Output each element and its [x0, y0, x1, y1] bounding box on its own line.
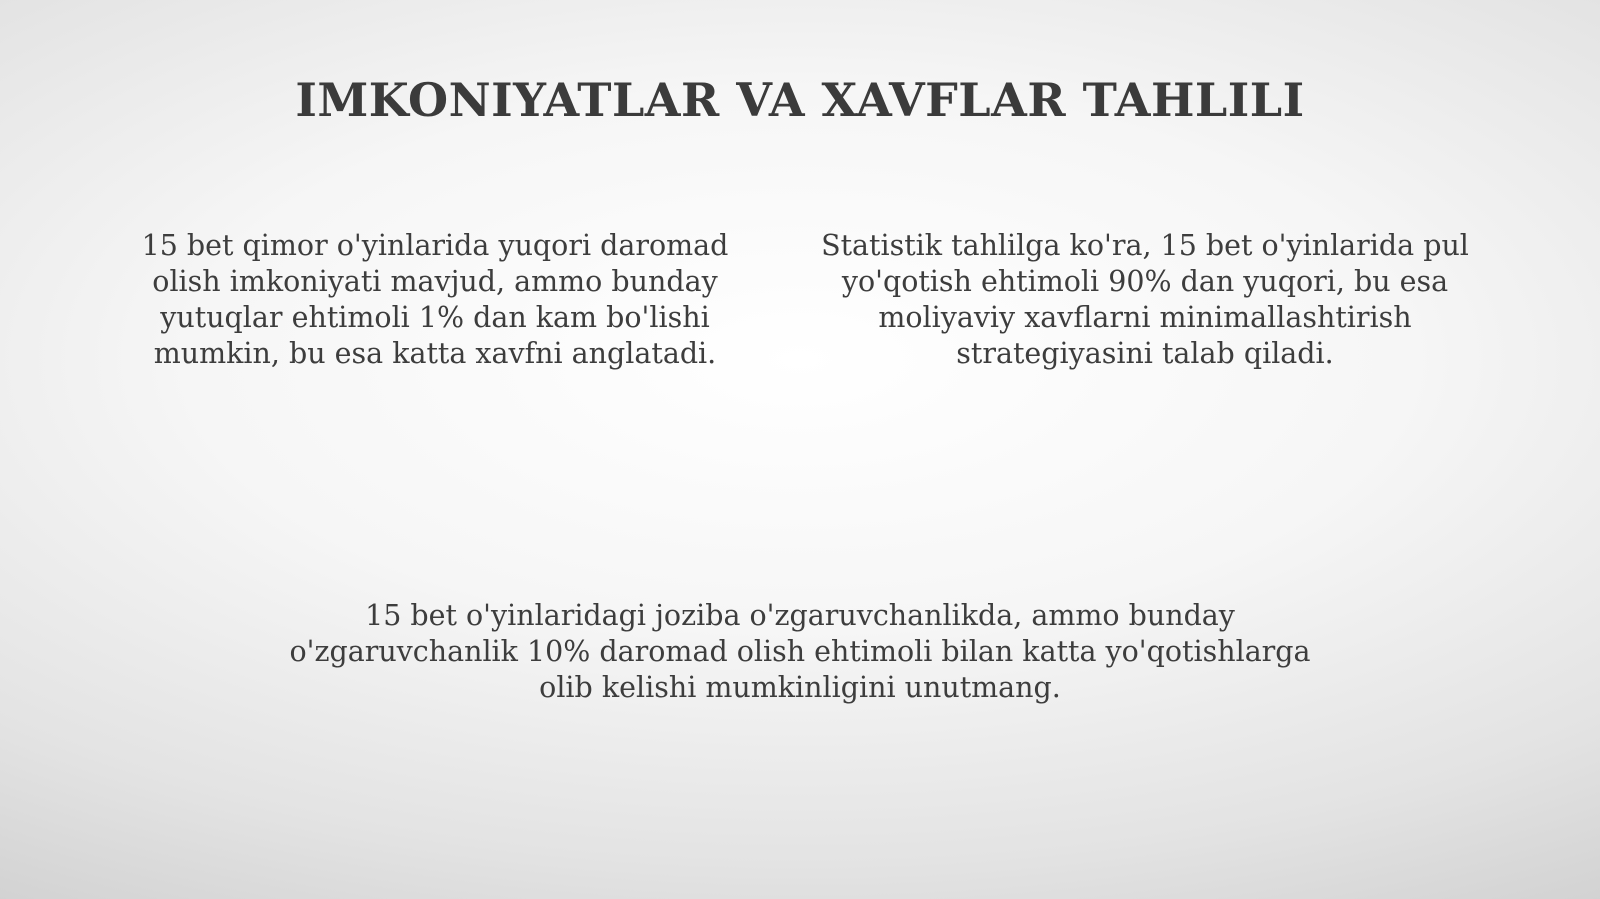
risk-statistics-paragraph: Statistik tahlilga ko'ra, 15 bet o'yinlarida pul yo'qotish ehtimoli 90% dan yuqori, bu esa moliyaviy xavflarni minimallashtirish strategiyasini talab qiladi.: [821, 229, 1469, 370]
volatility-paragraph: 15 bet o'yinlaridagi joziba o'zgaruvchanlikda, ammo bunday o'zgaruvchanlik 10% daromad olish ehtimoli bilan katta yo'qotishlarga olib kelishi mumkinligini unutmang.: [289, 599, 1311, 704]
slide-title: IMKONIYATLAR VA XAVFLAR TAHLILI: [295, 73, 1305, 127]
opportunity-paragraph: 15 bet qimor o'yinlarida yuqori daromad olish imkoniyati mavjud, ammo bunday yutuqlar ehtimoli 1% dan kam bo'lishi mumkin, bu esa katta xavfni anglatadi.: [141, 229, 729, 370]
